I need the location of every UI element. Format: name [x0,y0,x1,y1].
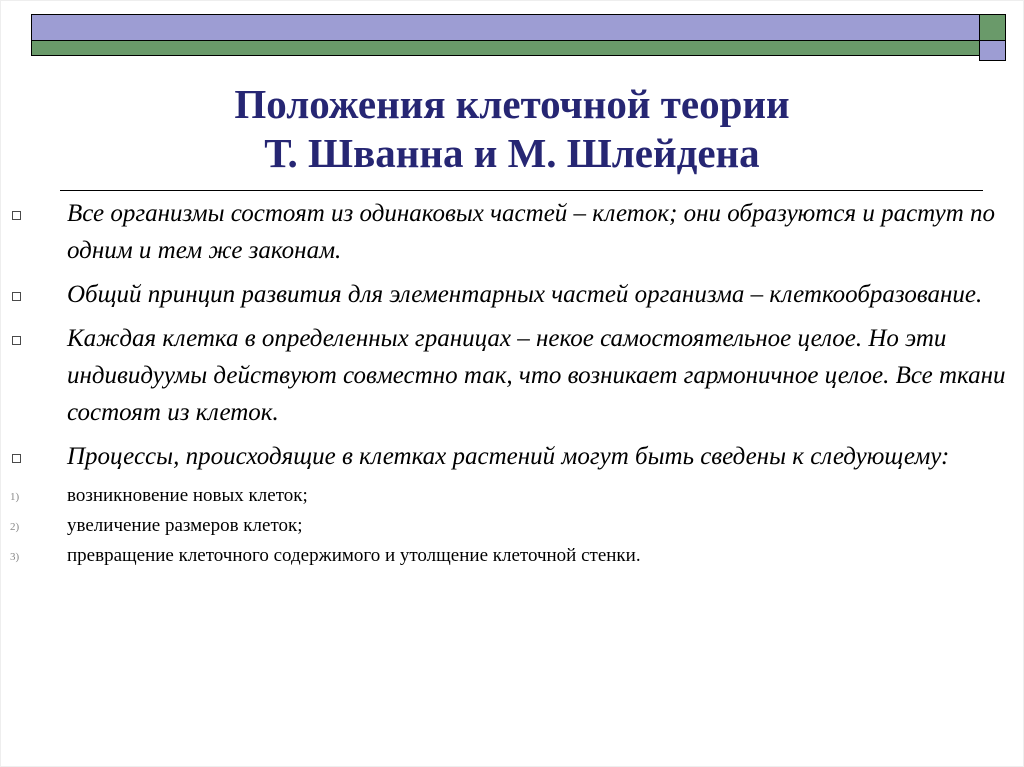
bullet-item-1 [0,195,1024,269]
bullet-item-4 [0,438,1024,475]
slide-title-line-1: Положения клеточной теории [234,81,790,127]
header-square-green [979,14,1006,41]
square-bullet-icon [12,336,21,345]
square-bullet-icon [12,211,21,220]
title-divider [60,190,983,191]
header-bar-green [31,40,980,56]
list-number: 3) [10,551,20,563]
numbered-text: превращение клеточного содержимого и утолщение клеточной стенки. [67,545,641,566]
slide-title-line-2: Т. Шванна и М. Шлейдена [264,130,760,176]
square-bullet-icon [12,454,21,463]
list-number: 1) [10,491,20,503]
list-number: 2) [10,521,20,533]
slide-title [0,80,1024,178]
numbered-item-1 [0,481,1024,511]
numbered-item-3 [0,541,1024,571]
bullet-item-3 [0,320,1024,431]
bullet-item-2 [0,276,1024,313]
bullet-text: Каждая клетка в определенных границах – некое самостоятельное целое. Но эти индивидуумы действуют совместно так, что возникает гармоничное целое. Все ткани состоят из клеток. [67,325,1006,426]
numbered-text: возникновение новых клеток; [67,485,308,506]
numbered-text: увеличение размеров клеток; [67,515,303,536]
header-square-purple [979,40,1006,61]
square-bullet-icon [12,292,21,301]
numbered-list [0,481,1024,571]
slide-content [0,195,1024,571]
bullet-text: Все организмы состоят из одинаковых частей – клеток; они образуются и растут по одним и тем же законам. [67,200,996,264]
bullet-text: Процессы, происходящие в клетках растений могут быть сведены к следующему: [67,443,950,470]
bullet-text: Общий принцип развития для элементарных частей организма – клеткообразование. [67,281,983,308]
header-bar-purple [31,14,980,41]
numbered-item-2 [0,511,1024,541]
